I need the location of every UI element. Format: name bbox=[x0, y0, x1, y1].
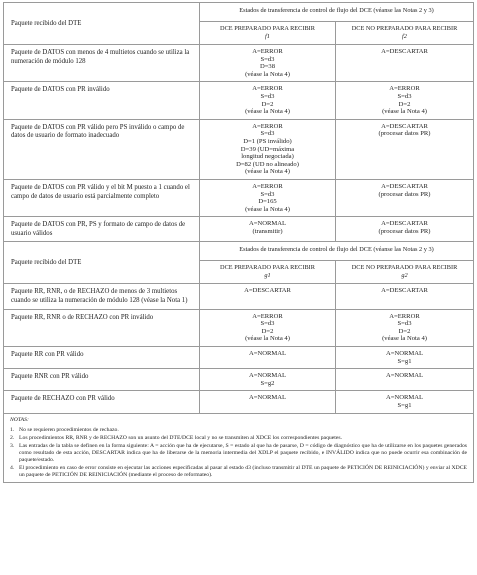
notes-list bbox=[10, 427, 467, 479]
cell-line: A=NORMAL bbox=[385, 394, 424, 402]
table2-col2-label: DCE NO PREPARADO PARA RECIBIR bbox=[351, 264, 458, 272]
cell-line: S=g2 bbox=[260, 379, 275, 387]
cell-line: A=NORMAL bbox=[385, 372, 424, 380]
cell-line: S=d3 bbox=[260, 130, 275, 138]
note-item bbox=[10, 435, 467, 442]
row-label: Paquete RR con PR válido bbox=[4, 347, 200, 369]
cell-line: A=ERROR bbox=[389, 312, 420, 320]
table1-row-header: Paquete recibido del DTE bbox=[4, 3, 200, 45]
cell-line: (procesar datos PR) bbox=[378, 227, 431, 235]
cell-line: A=ERROR bbox=[252, 122, 283, 130]
cell-ready bbox=[200, 391, 336, 413]
notes-section bbox=[4, 413, 474, 482]
cell-ready bbox=[200, 82, 336, 119]
note-number: 4. bbox=[10, 464, 15, 471]
cell-ready bbox=[200, 179, 336, 216]
flow-control-table bbox=[3, 2, 474, 483]
table2-col2-header bbox=[336, 261, 474, 284]
cell-line: D=2 bbox=[398, 100, 411, 108]
cell-not-ready bbox=[336, 82, 474, 119]
row-label: Paquete de DATOS con PR, PS y formato de campo de datos de usuario válidos bbox=[4, 217, 200, 242]
cell-line: longitud negociada) bbox=[241, 153, 294, 161]
cell-line: S=d3 bbox=[260, 320, 275, 328]
table-row bbox=[4, 391, 474, 413]
cell-line: A=NORMAL bbox=[248, 220, 287, 228]
cell-line: A=ERROR bbox=[252, 312, 283, 320]
cell-not-ready bbox=[336, 369, 474, 391]
table2-col2-code: g2 bbox=[401, 272, 408, 280]
note-item bbox=[10, 465, 467, 479]
cell-line: (procesar datos PR) bbox=[378, 190, 431, 198]
cell-ready bbox=[200, 217, 336, 242]
cell-line: (véase la Nota 4) bbox=[245, 108, 290, 116]
cell-line: A=NORMAL bbox=[248, 350, 287, 358]
cell-line: D=39 (UD=máxima bbox=[240, 145, 295, 153]
row-label: Paquete de DATOS con PR inválido bbox=[4, 82, 200, 119]
cell-line: D=2 bbox=[261, 100, 274, 108]
cell-line: A=ERROR bbox=[252, 85, 283, 93]
cell-line: S=g1 bbox=[397, 402, 412, 409]
cell-line: A=DESCARTAR bbox=[381, 122, 428, 130]
table-row bbox=[4, 82, 474, 119]
cell-line: D=2 bbox=[398, 327, 411, 335]
table-row bbox=[4, 45, 474, 82]
cell-not-ready bbox=[336, 45, 474, 82]
table1-header-row bbox=[4, 3, 474, 22]
note-text: No se requieren procedimientos de rechazo. bbox=[19, 426, 119, 433]
cell-line: (véase la Nota 4) bbox=[382, 108, 427, 116]
cell-line: A=ERROR bbox=[252, 48, 283, 55]
cell-line: A=DESCARTAR bbox=[381, 287, 428, 295]
cell-line: A=DESCARTAR bbox=[381, 182, 428, 190]
cell-line: (véase la Nota 4) bbox=[245, 335, 290, 343]
note-text: Los procedimientos RR, RNR y de RECHAZO son un asunto del DTE/DCE local y no se transmiten al XDCE los correspondientes paquetes. bbox=[19, 434, 343, 441]
note-text: El procedimiento en caso de error consiste en ejecutar las acciones especificadas al pasar al estado d3 (incluso transmitir al DTE un paquete de PETICIÓN DE REINICIACIÓN) y enviar al XDCE un paquete de PETICIÓN DE REINICIACIÓN (mediante el proceso de reformateo). bbox=[19, 464, 468, 478]
note-item bbox=[10, 427, 467, 434]
table-row bbox=[4, 119, 474, 179]
row-label: Paquete de RECHAZO con PR válido bbox=[4, 391, 200, 413]
cell-line: A=DESCARTAR bbox=[381, 48, 428, 55]
cell-ready bbox=[200, 119, 336, 179]
cell-ready bbox=[200, 45, 336, 82]
table2-header-row bbox=[4, 242, 474, 261]
cell-line: A=DESCARTAR bbox=[244, 287, 291, 295]
cell-line: D=165 bbox=[258, 198, 277, 206]
note-item bbox=[10, 443, 467, 464]
table1-col1-code: f1 bbox=[265, 33, 270, 40]
cell-line: A=NORMAL bbox=[248, 372, 287, 380]
row-label: Paquete RR, RNR o de RECHAZO con PR inválido bbox=[4, 309, 200, 346]
cell-line: S=d3 bbox=[260, 55, 275, 63]
cell-line: S=d3 bbox=[260, 190, 275, 198]
cell-line: (véase la Nota 4) bbox=[245, 205, 290, 213]
cell-line: S=g1 bbox=[397, 357, 412, 365]
cell-not-ready bbox=[336, 179, 474, 216]
row-label: Paquete RR, RNR, o de RECHAZO de menos de 3 multietos cuando se utiliza la numeración de módulo 128 (véase la Nota 1) bbox=[4, 284, 200, 309]
table-row bbox=[4, 309, 474, 346]
cell-not-ready bbox=[336, 391, 474, 413]
table1-col2-label: DCE NO PREPARADO PARA RECIBIR bbox=[351, 25, 458, 32]
table-row bbox=[4, 217, 474, 242]
table1-col1-label: DCE PREPARADO PARA RECIBIR bbox=[220, 25, 315, 32]
table2-col1-label: DCE PREPARADO PARA RECIBIR bbox=[220, 264, 315, 272]
row-label: Paquete de DATOS con PR válido y el bit M puesto a 1 cuando el campo de datos de usuario está parcialmente completo bbox=[4, 179, 200, 216]
cell-line: (véase la Nota 4) bbox=[245, 70, 290, 78]
table-row bbox=[4, 284, 474, 309]
notes-title: NOTAS: bbox=[10, 416, 29, 423]
cell-line: S=d3 bbox=[397, 92, 412, 100]
cell-line: D=2 bbox=[261, 327, 274, 335]
cell-line: S=d3 bbox=[260, 92, 275, 100]
note-number: 3. bbox=[10, 442, 15, 449]
cell-ready bbox=[200, 347, 336, 369]
table-row bbox=[4, 347, 474, 369]
cell-ready bbox=[200, 309, 336, 346]
cell-line: (véase la Nota 4) bbox=[382, 335, 427, 343]
table2-group-header: Estados de transferencia de control de flujo del DCE (véanse las Notas 2 y 3) bbox=[200, 242, 474, 261]
cell-not-ready bbox=[336, 309, 474, 346]
table1-col1-header bbox=[200, 22, 336, 45]
table1-col2-header bbox=[336, 22, 474, 45]
table-row bbox=[4, 369, 474, 391]
cell-line: A=ERROR bbox=[252, 182, 283, 190]
cell-line: (procesar datos PR) bbox=[378, 130, 431, 138]
cell-not-ready bbox=[336, 284, 474, 309]
cell-line: D=1 (PS inválido) bbox=[243, 137, 292, 145]
table-row bbox=[4, 179, 474, 216]
note-number: 1. bbox=[10, 426, 15, 433]
cell-line: D=38 bbox=[259, 63, 276, 71]
note-number: 2. bbox=[10, 434, 15, 441]
row-label: Paquete de DATOS con PR válido pero PS inválido o campo de datos de usuario de formato inadecuado bbox=[4, 119, 200, 179]
table2-col1-code: g1 bbox=[264, 272, 271, 280]
cell-not-ready bbox=[336, 119, 474, 179]
cell-line: A=NORMAL bbox=[248, 394, 287, 402]
notes-row bbox=[4, 413, 474, 482]
table1-col2-code: f2 bbox=[402, 33, 407, 40]
note-text: Las entradas de la tabla se definen en la forma siguiente: A = acción que ha de ejecutarse, S = estado al que ha de pasarse, D = código de diagnóstico que ha de utilizarse en los paquetes generados como resultado de esta acción, DESCARTAR indica que ha de liberarse de la memoria intermedia del XDLP el paquete recibido, e INVÁLIDO indica que no puede ocurrir esa combinación de paquete/estado. bbox=[19, 442, 468, 463]
cell-line: A=NORMAL bbox=[385, 350, 424, 358]
cell-line: A=DESCARTAR bbox=[381, 220, 428, 228]
cell-not-ready bbox=[336, 217, 474, 242]
cell-line: (véase la Nota 4) bbox=[245, 168, 290, 176]
cell-line: S=d3 bbox=[397, 320, 412, 328]
cell-ready bbox=[200, 369, 336, 391]
table2-col1-header bbox=[200, 261, 336, 284]
row-label: Paquete de DATOS con menos de 4 multietos cuando se utiliza la numeración de módulo 128 bbox=[4, 45, 200, 82]
row-label: Paquete RNR con PR válido bbox=[4, 369, 200, 391]
cell-line: (transmitir) bbox=[252, 227, 283, 235]
cell-not-ready bbox=[336, 347, 474, 369]
cell-ready bbox=[200, 284, 336, 309]
cell-line: A=ERROR bbox=[389, 85, 420, 93]
table2-row-header: Paquete recibido del DTE bbox=[4, 242, 200, 284]
cell-line: D=82 (UD no alineado) bbox=[236, 160, 299, 168]
table1-group-header: Estados de transferencia de control de flujo del DCE (véanse las Notas 2 y 3) bbox=[200, 3, 474, 22]
